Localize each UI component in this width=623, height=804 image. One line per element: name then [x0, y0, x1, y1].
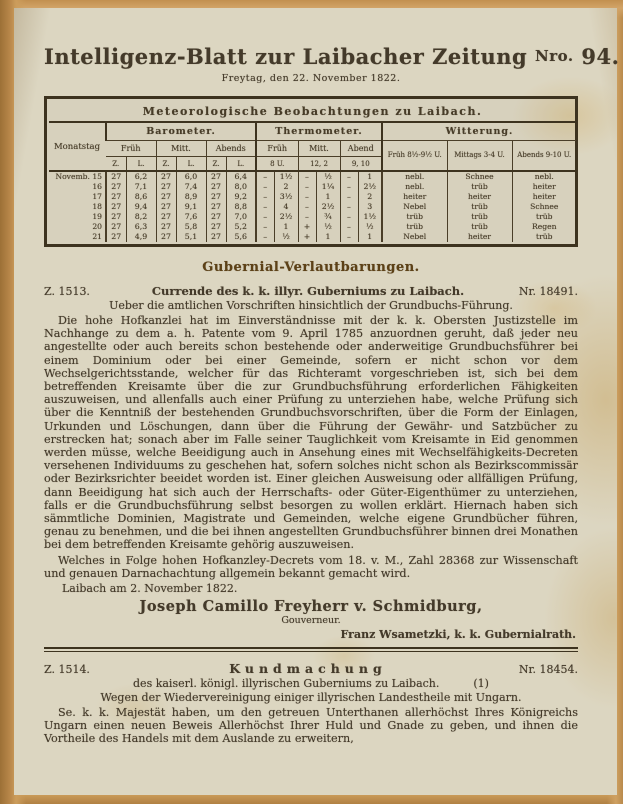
weather-table-frame — [44, 96, 578, 247]
table-cell: 6,3 — [126, 222, 156, 232]
table-cell: 27 — [106, 192, 126, 202]
group-header-thermometer: Thermometer. — [256, 122, 382, 141]
table-cell: – — [298, 192, 316, 202]
table-cell: 1 — [358, 171, 382, 182]
unit-linie: L. — [226, 157, 256, 172]
table-cell: 6,4 — [226, 171, 256, 182]
sub-header-th-mitt: Mitt. — [298, 141, 340, 157]
section1-kind: Currende des k. k. illyr. Guberniums zu Laibach. — [151, 284, 465, 298]
table-cell: 2 — [358, 192, 382, 202]
table-row — [49, 171, 576, 182]
table-cell: – — [256, 232, 274, 242]
table-cell: 8,6 — [126, 192, 156, 202]
table-cell: 16 — [92, 182, 102, 191]
table-cell: – — [256, 182, 274, 192]
table-cell: 1½ — [358, 212, 382, 222]
table-cell: ½ — [358, 222, 382, 232]
time-abend: 9, 10 — [340, 157, 382, 172]
section1-nr: Nr. 18491. — [518, 285, 578, 298]
table-cell: 4 — [274, 202, 298, 212]
section1-body: Die hohe Hofkanzlei hat im Einverständnisse mit der k. k. Obersten Justizstelle im Nachhange zu dem a. h. Patente vom 9. April 1785 anzuordnen geruht, daß jeder neu angestellte oder auch bereits schon bestehende oder anderweitige Grundbuchsführer bei einem Dominium oder bei einer Gemeinde, sofern er nicht schon vor dem Wechselgerichtsstande, welcher für das Richteramt vorgeschrieben ist, sich bei dem betreffenden Kreisamte über die zur Grundbuchsführung erforderlichen Fähigkeiten auszuweisen, und allenfalls auch einer Prüfung zu unterziehen habe, welche Prüfung sich über die Kenntniß der bestehenden Grundbuchsvorschriften, über die Form der Einlagen, Urkunden und Löschungen, dann über die Führung der Gewähr- und Satzbücher zu erstrecken hat; sonach aber im Falle seiner Tauglichkeit vom Kreisamte in Eid genommen werden müsse, welche Beeidigung auch in Ansehung eines mit Wechselfähigkeits-Decreten versehenen Individuums zu geschehen hat, sofern solches nicht schon als Bezirkscommissär oder Bezirksrichter beeidet worden ist. Einer gleichen Ausweisung oder allfälligen Prüfung, dann Beeidigung hat sich auch der Herrschafts- oder Güter-Eigenthümer zu unterziehen, falls er die Grundbuchsführung selbst besorgen zu wollen erklärt. Hiernach haben sich sämmtliche Dominien, Magistrate und Gemeinden, welche eigene Grundbücher führen, genau zu benehmen, und die bei ihnen angestellten Grundbuchsführer binnen drei Monathen bei dem betreffenden Kreisamte gehörig auszuweisen. — [44, 314, 578, 552]
section1-closing: Welches in Folge hohen Hofkanzley-Decrets vom 18. v. M., Zahl 28368 zur Wissenschaft und genauen Darnachachtung allgemein bekannt gemacht wird. — [44, 553, 578, 580]
weather-table-title: Meteorologische Beobachtungen zu Laibach. — [49, 101, 576, 122]
table-title-row — [49, 101, 576, 122]
table-cell: ½ — [316, 171, 340, 182]
table-cell: – — [256, 192, 274, 202]
newspaper-page — [14, 8, 620, 795]
table-cell: 27 — [106, 212, 126, 222]
sub-header-witt-abends: Abends 9-10 U. — [512, 141, 576, 172]
section1-header — [44, 284, 578, 298]
table-cell: nebl. — [382, 171, 447, 182]
table-cell: – — [340, 222, 358, 232]
table-cell: – — [340, 192, 358, 202]
table-cell: 27 — [156, 222, 176, 232]
table-cell: 27 — [156, 202, 176, 212]
section2-kind: Kundmachung — [229, 661, 387, 677]
table-cell: 27 — [106, 232, 126, 242]
section2-org-mark: (1) — [473, 677, 489, 691]
sub-header-th-abend: Abend — [340, 141, 382, 157]
group-header-witterung: Witterung. — [382, 122, 576, 141]
table-cell: 27 — [206, 202, 226, 212]
weather-table — [49, 101, 576, 242]
page-title — [44, 44, 620, 69]
table-cell: 1 — [358, 232, 382, 242]
table-cell: – — [256, 212, 274, 222]
table-cell: 27 — [206, 212, 226, 222]
masthead-number: 94. — [581, 44, 620, 69]
table-cell: – — [340, 232, 358, 242]
table-row — [49, 192, 576, 202]
table-cell: 1 — [274, 222, 298, 232]
table-cell: 6,2 — [126, 171, 156, 182]
table-cell: 7,0 — [226, 212, 256, 222]
section-divider — [44, 647, 578, 652]
table-cell: trüb — [382, 222, 447, 232]
table-cell: 3½ — [274, 192, 298, 202]
weather-table-body — [49, 171, 576, 242]
table-cell: 5,1 — [176, 232, 206, 242]
table-row — [49, 222, 576, 232]
table-cell: 17 — [92, 192, 102, 201]
table-cell: trüb — [512, 212, 576, 222]
table-cell: heiter — [447, 232, 512, 242]
table-cell: 27 — [106, 182, 126, 192]
section2-body: Se. k. k. Majestät haben, um den getreuen Unterthanen allerhöchst Ihres Königreichs Ungarn einen neuen Beweis Allerhöchst Ihrer Huld und Gnade zu geben, und ihnen die Vortheile des Handels mit dem Auslande zu erweitern, — [44, 706, 578, 746]
table-cell: 27 — [206, 182, 226, 192]
table-cell: 5,2 — [226, 222, 256, 232]
table-cell: Schnee — [512, 202, 576, 212]
masthead-dateline: Freytag, den 22. November 1822. — [221, 73, 401, 84]
table-cell: 27 — [206, 171, 226, 182]
col-header-date: Monatstag — [49, 122, 106, 171]
table-cell: + — [298, 222, 316, 232]
countersignature: Franz Wsametzki, k. k. Gubernialrath. — [340, 628, 576, 642]
table-cell: 7,6 — [176, 212, 206, 222]
table-cell: 2½ — [358, 182, 382, 192]
table-cell: 27 — [156, 182, 176, 192]
unit-linie: L. — [126, 157, 156, 172]
table-cell: 6,0 — [176, 171, 206, 182]
table-cell: 27 — [106, 202, 126, 212]
table-cell: 7,4 — [176, 182, 206, 192]
table-cell: ½ — [274, 232, 298, 242]
table-cell: – — [256, 222, 274, 232]
table-cell: 27 — [106, 171, 126, 182]
section2-subject: Wegen der Wiedervereinigung einiger illyrischen Landestheile mit Ungarn. — [100, 691, 522, 705]
table-cell: 8,0 — [226, 182, 256, 192]
table-row — [49, 232, 576, 242]
section2-org-text: des kaiserl. königl. illyrischen Guberniums zu Laibach. — [133, 677, 440, 691]
section1-place-date: Laibach am 2. November 1822. — [62, 582, 238, 596]
table-row — [49, 202, 576, 212]
masthead — [44, 44, 620, 84]
table-cell: 9,2 — [226, 192, 256, 202]
table-cell: heiter — [382, 192, 447, 202]
section1-z-number: Z. 1513. — [44, 285, 90, 298]
group-header-barometer: Barometer. — [106, 122, 256, 141]
table-cell: 27 — [206, 232, 226, 242]
table-cell: – — [298, 202, 316, 212]
table-cell: – — [298, 212, 316, 222]
table-cell: trüb — [447, 202, 512, 212]
unit-zoll: Z. — [106, 157, 126, 172]
table-cell: heiter — [447, 192, 512, 202]
table-cell: 2½ — [274, 212, 298, 222]
signature-title: Gouverneur. — [281, 615, 341, 627]
table-cell: nebl. — [512, 171, 576, 182]
section2-header — [44, 661, 578, 676]
table-cell: trüb — [382, 212, 447, 222]
time-mitt: 12, 2 — [298, 157, 340, 172]
table-cell: 2 — [274, 182, 298, 192]
table-cell: 8,2 — [126, 212, 156, 222]
table-cell: 19 — [92, 212, 102, 221]
table-cell: 1 — [316, 192, 340, 202]
table-cell: 1 — [316, 232, 340, 242]
table-cell: – — [298, 171, 316, 182]
unit-zoll: Z. — [156, 157, 176, 172]
table-cell: 5,8 — [176, 222, 206, 232]
table-cell: Nebel — [382, 202, 447, 212]
table-cell: Regen — [512, 222, 576, 232]
table-cell: – — [340, 182, 358, 192]
table-cell: trüb — [447, 182, 512, 192]
table-cell: trüb — [447, 222, 512, 232]
section1-subject: Ueber die amtlichen Vorschriften hinsichtlich der Grundbuchs-Führung. — [109, 299, 513, 312]
sub-header-bar-frueh: Früh — [106, 141, 156, 157]
table-cell: 9,4 — [126, 202, 156, 212]
section2-org — [44, 677, 578, 690]
table-cell: 3 — [358, 202, 382, 212]
table-cell: 4,9 — [126, 232, 156, 242]
table-cell: 18 — [92, 202, 102, 211]
table-cell: 27 — [156, 171, 176, 182]
table-cell: + — [298, 232, 316, 242]
section-heading: Gubernial-Verlautbarungen. — [202, 260, 420, 275]
table-cell: 27 — [156, 232, 176, 242]
table-cell: 27 — [106, 222, 126, 232]
table-cell: 5,6 — [226, 232, 256, 242]
table-cell: 8,9 — [176, 192, 206, 202]
table-cell: 7,1 — [126, 182, 156, 192]
table-cell: Schnee — [447, 171, 512, 182]
table-cell: Nebel — [382, 232, 447, 242]
table-cell: 8,8 — [226, 202, 256, 212]
table-cell: ¾ — [316, 212, 340, 222]
table-cell: trüb — [447, 212, 512, 222]
sub-header-th-frueh: Früh — [256, 141, 298, 157]
time-frueh: 8 U. — [256, 157, 298, 172]
table-cell: 27 — [156, 212, 176, 222]
masthead-title-text: Intelligenz-Blatt zur Laibacher Zeitung — [44, 44, 528, 69]
section2-z-number: Z. 1514. — [44, 663, 90, 677]
sub-header-witt-frueh: Früh 8½-9½ U. — [382, 141, 447, 172]
table-cell: nebl. — [382, 182, 447, 192]
table-cell: 27 — [206, 192, 226, 202]
table-cell: 27 — [206, 222, 226, 232]
table-sub-row — [49, 141, 576, 157]
table-cell: – — [340, 212, 358, 222]
table-cell: 1½ — [274, 171, 298, 182]
table-cell: – — [340, 202, 358, 212]
unit-zoll: Z. — [206, 157, 226, 172]
table-row — [49, 212, 576, 222]
masthead-number-label: Nro. — [534, 47, 574, 65]
section2-nr: Nr. 18454. — [518, 663, 578, 677]
table-cell: – — [340, 171, 358, 182]
sub-header-bar-abends: Abends — [206, 141, 256, 157]
table-cell: ½ — [316, 222, 340, 232]
table-cell: heiter — [512, 182, 576, 192]
table-cell: 2½ — [316, 202, 340, 212]
sub-header-witt-mittags: Mittags 3-4 U. — [447, 141, 512, 172]
table-cell: – — [298, 182, 316, 192]
table-cell: 1¼ — [316, 182, 340, 192]
signature-name: Joseph Camillo Freyherr v. Schmidburg, — [139, 598, 483, 616]
table-cell: heiter — [512, 192, 576, 202]
table-cell: trüb — [512, 232, 576, 242]
table-group-row — [49, 122, 576, 141]
table-cell: 9,1 — [176, 202, 206, 212]
table-cell: – — [256, 171, 274, 182]
unit-linie: L. — [176, 157, 206, 172]
table-row — [49, 182, 576, 192]
table-cell: 21 — [92, 232, 102, 241]
table-cell: – — [256, 202, 274, 212]
table-cell: Novemb. 15 — [55, 172, 102, 181]
table-cell: 27 — [156, 192, 176, 202]
sub-header-bar-mitt: Mitt. — [156, 141, 206, 157]
table-cell: 20 — [92, 222, 102, 231]
